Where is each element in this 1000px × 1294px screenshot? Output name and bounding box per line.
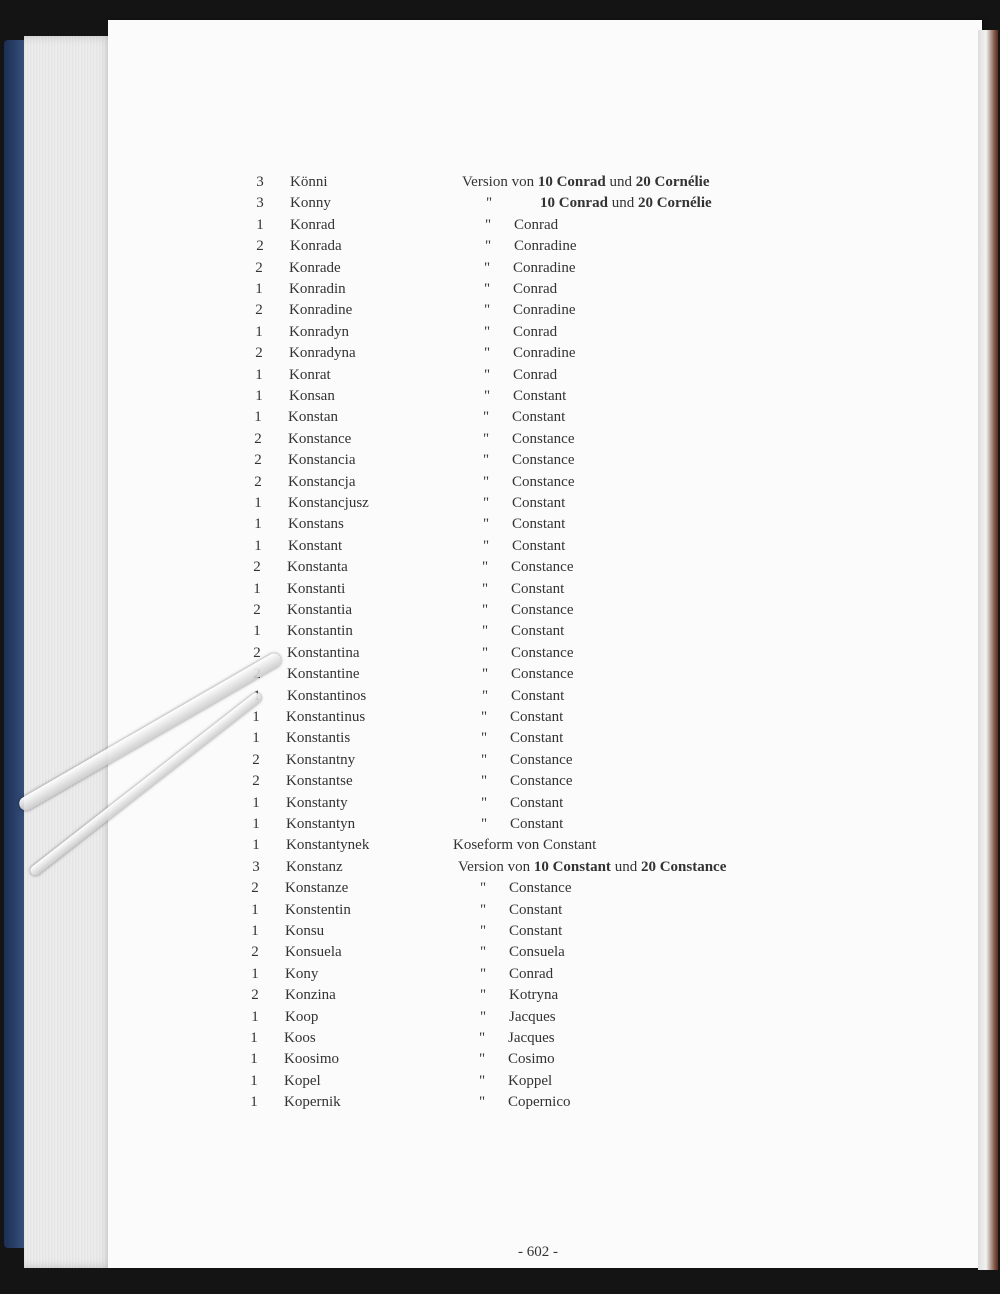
entry-count: 2 [251,880,259,897]
entry-description [486,193,712,214]
entry-description [457,964,553,985]
entry-description [461,279,557,300]
entry-count: 1 [252,794,260,811]
entry-description [453,835,596,856]
entry-name: Konsuela [285,944,342,961]
list-item [0,429,1000,450]
ditto-mark: " [481,666,489,683]
ditto-mark: " [483,366,491,383]
list-item [0,878,1000,899]
entry-count: 1 [254,516,262,533]
entry-description [456,1028,555,1049]
reference-name: Conrad [514,216,559,233]
ditto-mark: " [483,259,491,276]
entry-name: Konradyna [289,345,356,362]
entry-description [460,536,565,557]
page-number: - 602 - [518,1244,558,1260]
entry-name: Konstantse [286,773,353,790]
list-item [0,1028,1000,1049]
entry-name: Konstantinus [286,709,366,725]
list-item [0,835,1000,856]
list-item [0,322,1000,343]
entry-description [459,579,564,600]
entry-name: Konstantinos [287,687,367,704]
entry-description [460,407,565,428]
entry-count: 1 [251,923,259,939]
entry-description [462,215,558,236]
entry-name: Kopel [284,1072,321,1089]
reference-name: Constant [509,923,563,939]
ditto-mark: " [479,923,487,939]
entry-name: Konradyn [289,323,349,340]
entry-description [461,322,557,343]
ditto-mark: " [480,816,488,832]
entry-count: 1 [251,1008,259,1025]
ditto-mark: " [481,644,489,661]
reference-name: Constance [509,880,572,897]
entry-description [461,386,566,407]
entry-name: Konstantyn [286,816,356,832]
entry-count: 1 [254,537,262,554]
entry-name: Konzina [285,987,336,1004]
entry-name: Koos [284,1030,316,1046]
list-item [0,236,1000,257]
reference-name: Constance [510,751,573,768]
reference-name: Constant [512,537,566,554]
conjunction: und [611,195,635,212]
list-item [0,258,1000,279]
reference-name: Constant [510,709,564,725]
entry-description [458,728,563,749]
entry-name: Konrade [289,259,341,276]
ditto-mark: " [479,965,487,982]
reference-name: Constance [510,773,573,790]
entry-name: Konstantina [287,644,360,661]
entry-count: 1 [252,837,260,854]
ditto-mark: " [479,1008,487,1025]
list-item [0,514,1000,535]
entry-name: Konstentin [285,901,351,918]
list-item [0,579,1000,600]
list-item [0,493,1000,514]
entry-count: 1 [250,1072,258,1089]
list-item [0,1071,1000,1092]
entry-count: 2 [254,452,262,469]
entry-count: 1 [251,965,259,982]
entry-count: 2 [253,602,261,618]
list-item [0,536,1000,557]
reference-name: Constant [510,730,564,747]
reference-name: Constance [511,559,574,576]
ditto-mark: " [478,1051,486,1068]
entry-name: Kopernik [284,1094,341,1111]
ditto-mark: " [486,195,493,212]
ditto-mark: " [482,537,490,554]
reference-name: Constance [512,473,575,490]
ditto-mark: " [483,388,491,404]
entry-name: Konstanze [285,880,349,897]
list-item [0,215,1000,236]
entry-description [460,493,565,514]
entry-count: 1 [250,1051,258,1068]
entry-name: Konstantynek [286,837,370,854]
entry-name: Konstancjusz [288,495,369,511]
list-item [0,450,1000,471]
ditto-mark: " [481,687,489,704]
entry-count: 1 [255,388,263,404]
reference-name: Conradine [514,238,577,255]
list-item [0,1049,1000,1070]
ditto-mark: " [482,452,490,469]
reference-name: Constant [511,687,565,704]
entry-description [460,429,574,450]
bold-reference: 20 Cornélie [635,174,710,190]
bold-reference: 20 Constance [640,858,727,875]
list-item [0,921,1000,942]
entry-name: Konradine [289,302,353,319]
list-item [0,343,1000,364]
reference-name: Conradine [513,302,576,319]
reference-name: Constance [511,602,574,618]
entry-count: 2 [255,345,263,362]
entry-description [456,1071,552,1092]
entry-name: Konstancia [288,452,356,469]
entry-count: 2 [254,473,262,490]
ditto-mark: " [480,751,488,768]
entry-count: 1 [254,409,262,426]
reference-name: Constance [511,644,574,661]
list-item [0,793,1000,814]
entry-count: 2 [252,751,260,768]
entry-count: 1 [250,1030,258,1046]
list-item [0,279,1000,300]
entry-name: Konstanz [286,858,343,875]
ditto-mark: " [482,516,490,533]
entry-name: Konrad [290,216,335,233]
entry-count: 2 [256,238,264,255]
list-item [0,557,1000,578]
entry-count: 2 [255,259,263,276]
ditto-mark: " [478,1094,486,1111]
list-item [0,407,1000,428]
entry-name: Konstantny [286,751,356,768]
entry-count: 1 [252,730,260,747]
reference-name: Conrad [513,366,558,383]
list-item [0,643,1000,664]
entry-name: Konstant [288,537,343,554]
ditto-mark: " [479,901,487,918]
list-item [0,472,1000,493]
reference-name: Koppel [508,1072,553,1089]
entry-description [459,600,573,621]
entry-prefix: Version von [458,858,531,875]
list-item [0,365,1000,386]
entry-name: Koop [285,1008,319,1025]
entry-description [462,172,710,193]
ditto-mark: " [481,559,489,576]
entry-count: 3 [256,195,264,212]
entry-name: Konrada [290,238,342,255]
list-item [0,1092,1000,1113]
ditto-mark: " [481,623,489,640]
entry-count: 1 [250,1094,258,1111]
entry-count: 1 [252,816,260,832]
entry-count: 2 [251,987,259,1004]
ditto-mark: " [482,495,490,511]
entry-description [458,857,726,878]
entry-description [458,771,572,792]
list-item [0,964,1000,985]
ditto-mark: " [482,473,490,490]
ditto-mark: " [480,794,488,811]
list-item [0,1007,1000,1028]
list-item [0,985,1000,1006]
entry-description [461,300,575,321]
entry-name: Konstanta [287,559,348,576]
entry-description [457,900,562,921]
reference-name: Consuela [509,944,565,961]
bold-reference: 10 Constant [533,858,611,875]
ditto-mark: " [481,602,489,618]
reference-name: Constance [512,430,575,447]
entry-name: Konrat [289,366,331,383]
entry-name: Konstanty [286,794,348,811]
ditto-mark: " [482,430,490,447]
list-item [0,814,1000,835]
list-item [0,900,1000,921]
bold-reference: 10 Conrad [540,195,608,212]
entry-name: Konstance [288,430,352,447]
ditto-mark: " [480,730,488,747]
entry-name: Koosimo [284,1051,340,1068]
list-item [0,686,1000,707]
list-item [0,300,1000,321]
list-item [0,750,1000,771]
list-item [0,193,1000,214]
reference-name: Jacques [509,1008,556,1025]
entry-description [458,814,563,835]
entry-description [460,450,574,471]
entry-count: 1 [253,623,261,640]
ditto-mark: " [484,216,492,233]
ditto-mark: " [478,1030,486,1046]
entry-name: Konny [290,195,331,212]
ditto-mark: " [480,773,488,790]
entry-count: 2 [254,430,262,447]
entry-count: 1 [255,366,263,383]
entry-description [460,472,574,493]
ditto-mark: " [480,709,488,725]
entry-description [461,343,575,364]
reference-name: Constant [510,794,564,811]
entry-description [457,878,571,899]
list-item [0,857,1000,878]
entry-description [461,365,557,386]
ditto-mark: " [483,281,491,297]
entry-description [457,921,562,942]
reference-name: Constant [510,816,564,832]
reference-name: Conrad [513,323,558,340]
ditto-mark: " [483,323,491,340]
entry-description [459,686,564,707]
ditto-mark: " [483,302,491,319]
reference-name: Constant [512,516,566,533]
list-item [0,942,1000,963]
reference-name: Copernico [508,1094,571,1111]
entry-count: 3 [252,858,260,875]
bold-reference: 10 Conrad [537,174,606,190]
entry-description [457,1007,556,1028]
entry-name: Konstans [288,516,344,533]
entry-count: 1 [251,901,259,918]
entry-count: 1 [254,495,262,511]
entry-count: 1 [252,709,260,725]
entry-count: 2 [255,302,263,319]
entry-name: Konsu [285,923,325,939]
reference-name: Constant [512,409,566,426]
list-item [0,664,1000,685]
entry-count: 1 [255,323,263,340]
ditto-mark: " [479,944,487,961]
ditto-mark: " [481,580,489,597]
entry-name: Konstantis [286,730,351,747]
entry-name: Konstancja [288,473,356,490]
entry-description [461,258,575,279]
ditto-mark: " [478,1072,486,1089]
entry-description [456,1092,570,1113]
entry-description [459,557,573,578]
entry-description [460,514,565,535]
bold-reference: 20 Cornélie [637,195,712,212]
reference-name: Cosimo [508,1051,555,1068]
list-item [0,172,1000,193]
entry-count: 1 [256,216,264,233]
reference-name: Constant [511,580,565,597]
reference-name: Constant [512,495,566,511]
entry-description [459,621,564,642]
list-item [0,386,1000,407]
entry-count: 2 [253,644,261,661]
ditto-mark: " [479,880,487,897]
entry-name: Konstanti [287,580,346,597]
entry-name: Konsan [289,388,335,404]
entry-name: Kony [285,965,319,982]
entry-description [456,1049,555,1070]
entry-name: Konstantin [287,623,353,640]
reference-name: Constant [509,901,563,918]
reference-name: Constance [512,452,575,469]
reference-name: Conrad [513,281,558,297]
reference-name: Constance [511,666,574,683]
entry-count: 3 [256,174,264,190]
entry-description [457,985,558,1006]
entry-description [459,664,573,685]
entry-description [459,643,573,664]
ditto-mark: " [479,987,487,1004]
entry-description [458,793,563,814]
entry-name: Konstan [288,409,338,426]
entry-name: Konstantine [287,666,360,683]
reference-name: Kotryna [509,987,559,1004]
ditto-mark: " [483,345,491,362]
entry-count: 1 [255,281,263,297]
entry-count: 2 [251,944,259,961]
entry-name: Könni [290,174,328,190]
reference-name: Constant [513,388,567,404]
entry-prefix: Version von [462,174,535,190]
list-item [0,600,1000,621]
entry-prefix: Koseform von Constant [453,837,597,854]
reference-name: Conradine [513,259,576,276]
entry-description [458,707,563,728]
ditto-mark: " [482,409,490,426]
reference-name: Jacques [508,1030,555,1046]
reference-name: Conradine [513,345,576,362]
entry-name: Konstantia [287,602,352,618]
conjunction: und [609,174,633,190]
entry-count: 2 [253,559,261,576]
entry-description [462,236,576,257]
entry-description [458,750,572,771]
entry-count: 2 [252,773,260,790]
conjunction: und [614,858,638,875]
reference-name: Conrad [509,965,554,982]
ditto-mark: " [484,238,492,255]
entry-description [457,942,565,963]
entry-name: Konradin [289,281,346,297]
list-item [0,621,1000,642]
entry-count: 1 [253,580,261,597]
reference-name: Constant [511,623,565,640]
